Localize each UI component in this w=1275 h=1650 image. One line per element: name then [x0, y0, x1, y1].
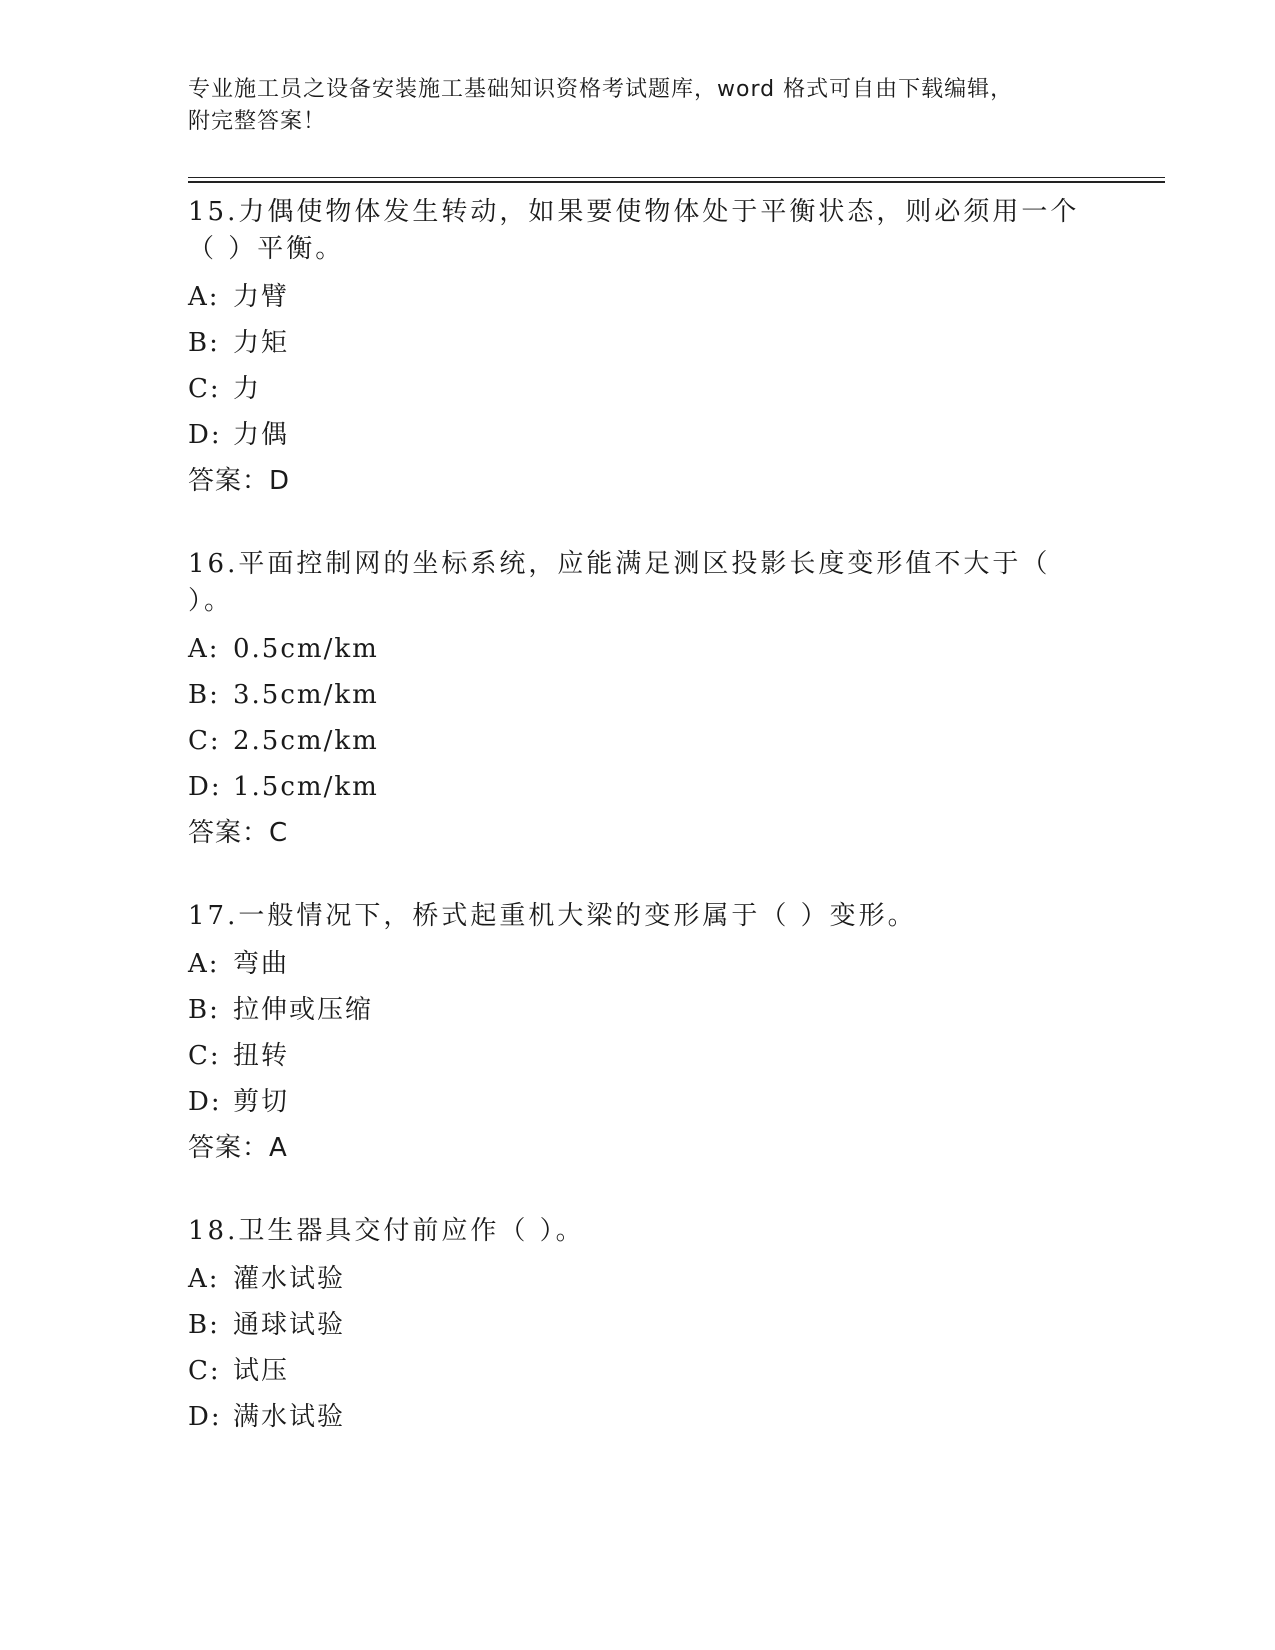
question-18 [188, 1209, 1088, 1440]
option-a [188, 1256, 1088, 1302]
question-stem: 18.卫生器具交付前应作（ ）。 [188, 1216, 585, 1246]
option-letter: A: [188, 1264, 220, 1294]
option-text: 力 [233, 374, 262, 404]
option-text: 拉伸或压缩 [233, 995, 374, 1025]
option-text: 0.5cm/km [233, 634, 379, 664]
question-stem: 15.力偶使物体发生转动，如果要使物体处于平衡状态，则必须用一个（ ）平衡。 [188, 197, 1080, 264]
option-d [188, 764, 1088, 810]
question-17 [188, 894, 1088, 1171]
option-b [188, 1302, 1088, 1348]
option-b [188, 320, 1088, 366]
option-text: 弯曲 [233, 949, 290, 979]
option-letter: D: [188, 420, 222, 450]
option-letter: A: [188, 282, 220, 312]
option-d [188, 1079, 1088, 1125]
option-letter: B: [188, 328, 220, 358]
question-16 [188, 542, 1088, 856]
option-letter: A: [188, 634, 220, 664]
option-letter: C: [188, 726, 221, 756]
answer-line: 答案：A [188, 1133, 288, 1163]
option-text: 剪切 [233, 1087, 290, 1117]
option-text: 2.5cm/km [233, 726, 379, 756]
option-letter: C: [188, 1041, 221, 1071]
option-a [188, 626, 1088, 672]
option-b [188, 987, 1088, 1033]
option-text: 扭转 [233, 1041, 290, 1071]
option-a [188, 274, 1088, 320]
option-letter: C: [188, 1356, 221, 1386]
question-stem: 17.一般情况下，桥式起重机大梁的变形属于（ ）变形。 [188, 901, 917, 931]
option-text: 满水试验 [233, 1402, 346, 1432]
option-a [188, 941, 1088, 987]
document-header [188, 74, 1088, 138]
option-text: 1.5cm/km [233, 772, 379, 802]
header-divider-thin [188, 177, 1165, 178]
option-b [188, 672, 1088, 718]
option-d [188, 1394, 1088, 1440]
option-d [188, 412, 1088, 458]
option-text: 3.5cm/km [233, 680, 379, 710]
option-letter: B: [188, 995, 220, 1025]
option-letter: B: [188, 1310, 220, 1340]
option-text: 力臂 [233, 282, 290, 312]
option-c [188, 366, 1088, 412]
option-letter: B: [188, 680, 220, 710]
option-text: 力偶 [233, 420, 290, 450]
option-c [188, 718, 1088, 764]
answer-line: 答案：C [188, 818, 289, 848]
option-letter: D: [188, 772, 222, 802]
question-stem: 16.平面控制网的坐标系统，应能满足测区投影长度变形值不大于（ ）。 [188, 549, 1051, 616]
option-letter: C: [188, 374, 221, 404]
option-text: 试压 [233, 1356, 290, 1386]
option-c [188, 1348, 1088, 1394]
option-c [188, 1033, 1088, 1079]
answer-line: 答案：D [188, 466, 291, 496]
option-letter: D: [188, 1087, 222, 1117]
option-text: 灌水试验 [233, 1264, 346, 1294]
question-15 [188, 190, 1088, 504]
option-text: 力矩 [233, 328, 290, 358]
header-line-1: 专业施工员之设备安装施工基础知识资格考试题库，word 格式可自由下载编辑， [188, 77, 1014, 102]
header-divider-thick [188, 181, 1165, 183]
option-letter: D: [188, 1402, 222, 1432]
option-text: 通球试验 [233, 1310, 346, 1340]
question-list [188, 190, 1088, 1478]
option-letter: A: [188, 949, 220, 979]
header-line-2: 附完整答案！ [188, 109, 327, 134]
